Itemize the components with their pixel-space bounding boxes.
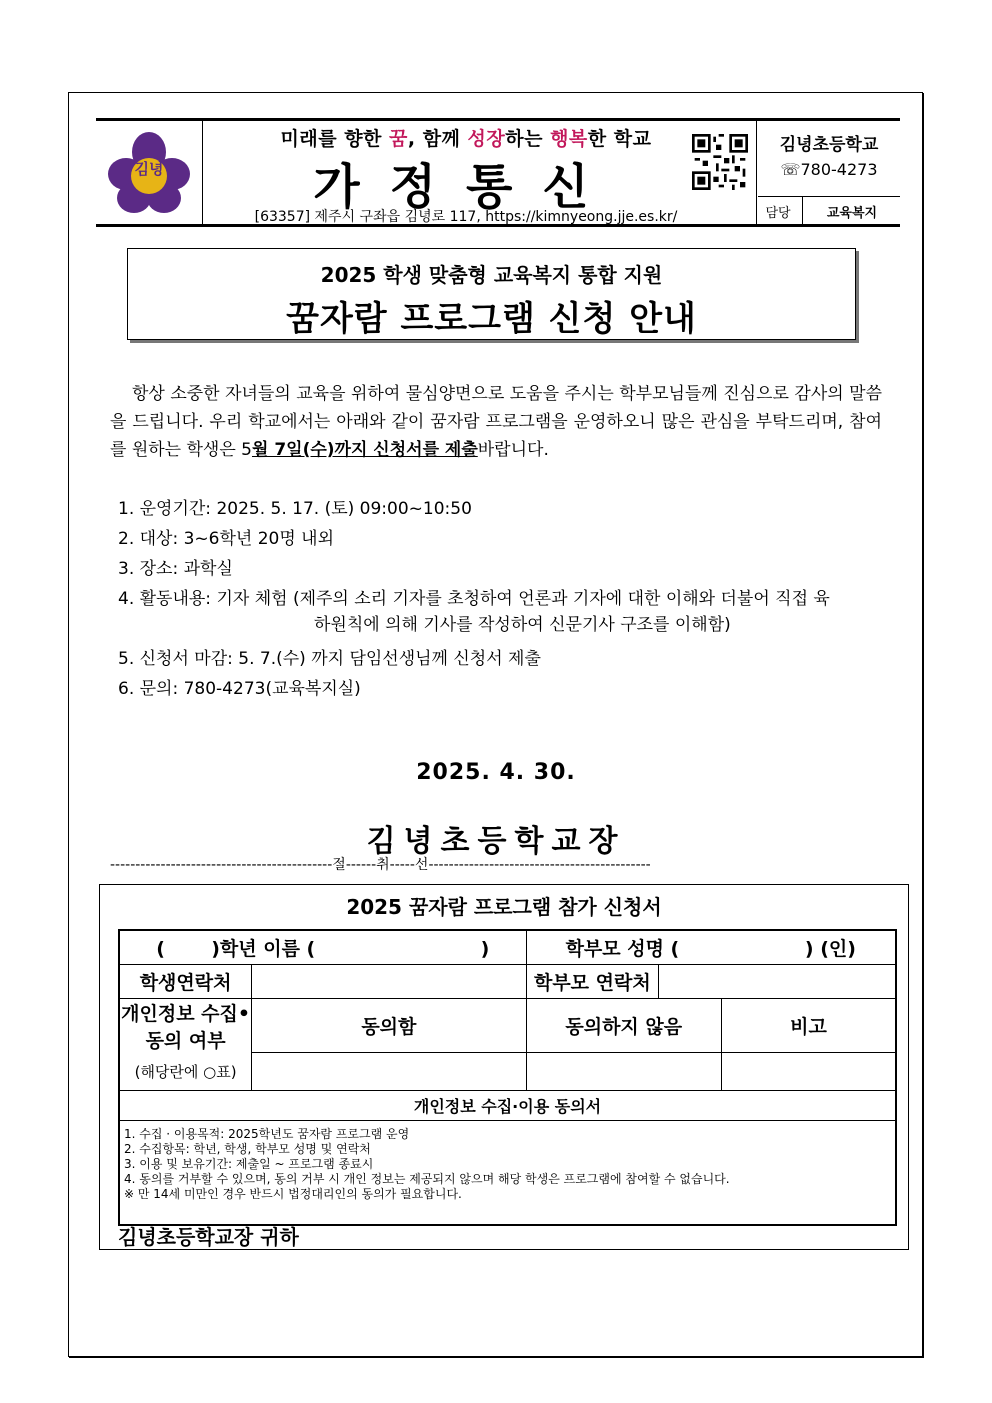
principal-signature: 김녕초등학교장 <box>366 824 626 859</box>
privacy-hint: (해당란에 ○표) <box>119 1053 252 1091</box>
parent-contact-label: 학부모 연락처 <box>526 964 659 998</box>
student-grade-name-field[interactable]: ( )학년 이름 ( ) <box>119 930 526 964</box>
consent-line: 3. 이용 및 보유기간: 제출일 ~ 프로그램 종료시 <box>124 1157 374 1171</box>
student-contact-field[interactable] <box>252 964 526 998</box>
newsletter-title: 가정통신 <box>313 159 619 215</box>
col-agree-header: 동의함 <box>252 998 526 1053</box>
notice-subtitle: 2025 학생 맞춤형 교육복지 통합 지원 <box>320 263 663 287</box>
agree-check-cell[interactable] <box>252 1053 526 1091</box>
deadline-emphasis: 월 7일(수)까지 신청서를 제출 <box>251 440 478 460</box>
consent-line: 2. 수집항목: 학년, 학생, 학부모 성명 및 연락처 <box>124 1142 371 1156</box>
consent-line: ※ 만 14세 미만인 경우 반드시 법정대리인의 동의가 필요합니다. <box>124 1187 462 1201</box>
disagree-check-cell[interactable] <box>526 1053 721 1091</box>
header-cell-divider <box>758 196 900 197</box>
qr-code-icon[interactable] <box>692 134 748 190</box>
newsletter-header <box>96 118 900 228</box>
note-cell[interactable] <box>721 1053 896 1091</box>
header-divider <box>756 121 757 224</box>
charge-label: 담당 <box>765 206 791 221</box>
charge-department: 교육복지 <box>826 206 878 221</box>
list-item: 5. 신청서 마감: 5. 7.(수) 까지 담임선생님께 신청서 제출 <box>118 649 541 669</box>
school-address: [63357] 제주시 구좌읍 김녕로 117, https://kimnyeong.jje.es.kr/ <box>254 209 678 225</box>
school-phone: ☏780-4273 <box>780 160 878 179</box>
school-slogan: 미래를 향한 꿈, 함께 성장하는 행복한 학교 <box>280 128 652 150</box>
col-disagree-header: 동의하지 않음 <box>526 998 721 1053</box>
parent-contact-field[interactable] <box>659 964 896 998</box>
notice-date: 2025. 4. 30. <box>416 760 576 785</box>
consent-body <box>119 1121 896 1225</box>
header-top-rule <box>96 118 900 121</box>
application-table <box>118 929 897 1226</box>
list-item: 6. 문의: 780-4273(교육복지실) <box>118 679 361 699</box>
header-divider <box>202 121 203 224</box>
notice-title-box <box>127 248 856 340</box>
consent-line: 1. 수집 · 이용목적: 2025학년도 꿈자람 프로그램 운영 <box>124 1127 410 1141</box>
list-item: 2. 대상: 3~6학년 20명 내외 <box>118 529 335 549</box>
list-item-continuation: 하원칙에 의해 기사를 작성하여 신문기사 구조를 이해함) <box>314 615 731 635</box>
form-addressee: 김녕초등학교장 귀하 <box>118 1225 299 1249</box>
parent-name-field[interactable]: 학부모 성명 ( ) (인) <box>526 930 896 964</box>
privacy-consent-label: 개인정보 수집•동의 여부 <box>119 998 252 1053</box>
consent-line: 4. 동의를 거부할 수 있으며, 동의 거부 시 개인 정보는 제공되지 않으며 해당 학생은 프로그램에 참여할 수 없습니다. <box>124 1172 730 1186</box>
intro-paragraph: 항상 소중한 자녀들의 교육을 위하여 물심양면으로 도움을 주시는 학부모님들께 진심으로 감사의 말씀을 드립니다. 우리 학교에서는 아래와 같이 꿈자람 프로그램을 운영하오니 많은 관심을 부탁드리며, 참여를 원하는 학생은 5월 7일(수)까지 신청서를 제출바랍니다. <box>110 384 882 460</box>
form-title: 2025 꿈자람 프로그램 참가 신청서 <box>346 895 662 919</box>
list-item: 3. 장소: 과학실 <box>118 559 233 579</box>
list-item: 4. 활동내용: 기자 체험 (제주의 소리 기자를 초청하여 언론과 기자에 대한 이해와 더불어 직접 육 <box>118 589 830 609</box>
list-item: 1. 운영기간: 2025. 5. 17. (토) 09:00~10:50 <box>118 499 472 519</box>
cut-line: --------------------------------------------절------취-----선-------------------------------------------- <box>110 857 651 873</box>
school-logo-icon <box>106 130 192 216</box>
notice-title: 꿈자람 프로그램 신청 안내 <box>286 299 697 339</box>
school-name: 김녕초등학교 <box>779 135 879 155</box>
student-contact-label: 학생연락처 <box>119 964 252 998</box>
consent-title: 개인정보 수집·이용 동의서 <box>119 1091 896 1121</box>
logo-text: 김녕 <box>134 160 164 178</box>
application-form <box>99 884 909 1250</box>
col-note-header: 비고 <box>721 998 896 1053</box>
header-cell-divider <box>802 197 803 224</box>
